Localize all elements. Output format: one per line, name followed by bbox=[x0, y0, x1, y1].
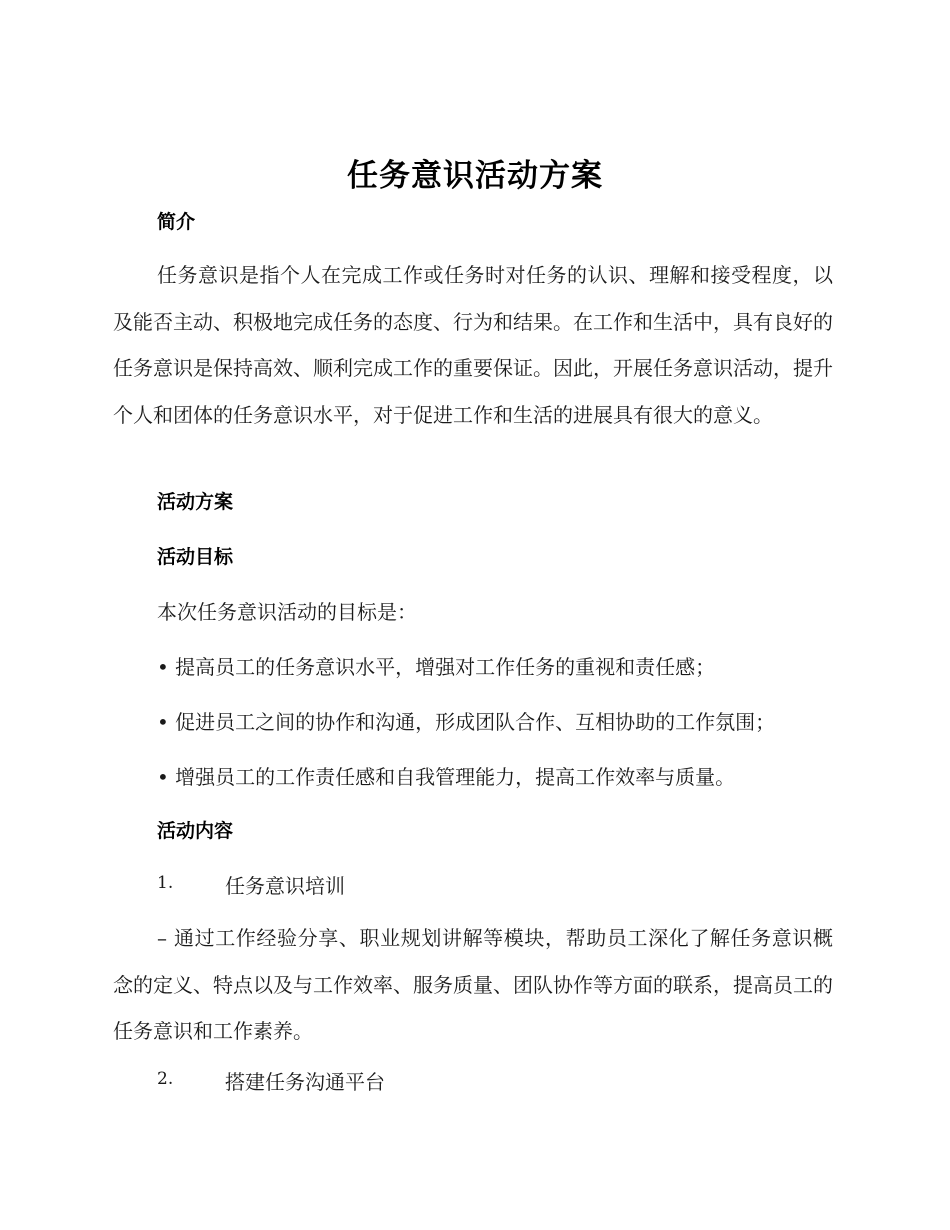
item-title: 任务意识培训 bbox=[225, 874, 345, 898]
intro-paragraph: 任务意识是指个人在完成工作或任务时对任务的认识、理解和接受程度，以及能否主动、积极地完成任务的态度、行为和结果。在工作和生活中，具有良好的任务意识是保持高效、顺利完成工作的重要保证。因此，开展任务意识活动，提升个人和团体的任务意识水平，对于促进工作和生活的进展具有很大的意义。 bbox=[113, 263, 833, 427]
intro-heading: 简介 bbox=[157, 211, 196, 233]
goal-intro: 本次任务意识活动的目标是： bbox=[157, 600, 417, 624]
item-number: 2. bbox=[157, 1069, 174, 1089]
plan-heading: 活动方案 bbox=[157, 491, 234, 513]
goal-item: • 促进员工之间的协作和沟通，形成团队合作、互相协助的工作氛围； bbox=[157, 710, 776, 734]
content-heading: 活动内容 bbox=[157, 820, 234, 842]
item-number: 1. bbox=[157, 873, 174, 893]
goal-item: • 增强员工的工作责任感和自我管理能力，提高工作效率与质量。 bbox=[157, 765, 736, 789]
item-title: 搭建任务沟通平台 bbox=[225, 1070, 385, 1094]
document-title: 任务意识活动方案 bbox=[347, 158, 603, 194]
goal-heading: 活动目标 bbox=[157, 546, 234, 568]
goal-item: • 提高员工的任务意识水平，增强对工作任务的重视和责任感； bbox=[157, 655, 716, 679]
item-detail: – 通过工作经验分享、职业规划讲解等模块，帮助员工深化了解任务意识概念的定义、特点以及与工作效率、服务质量、团队协作等方面的联系，提高员工的任务意识和工作素养。 bbox=[113, 926, 833, 1043]
